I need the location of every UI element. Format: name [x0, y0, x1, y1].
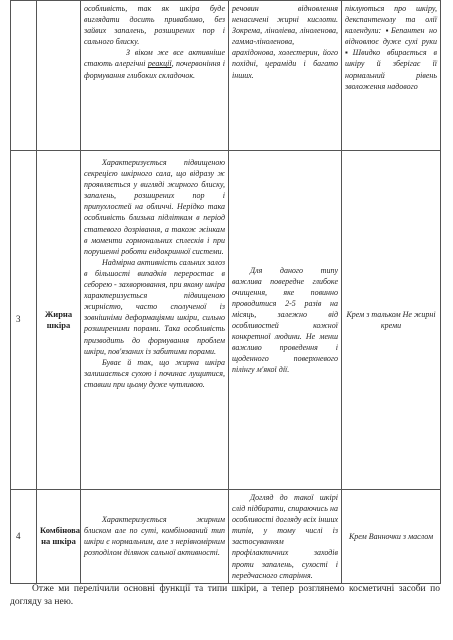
closing-paragraph: Отже ми перелічили основні функції та типи шкіри, а тепер розглянемо косметичні засоби по догляду за нею. — [10, 584, 440, 607]
row-number: 4 — [11, 490, 37, 584]
description-cell — [81, 490, 229, 584]
cosmetics-cell: Крем Ванночки з маслом — [342, 490, 441, 584]
row-number — [11, 1, 37, 151]
care-text: Для даного типу важлива повередне глибоке очищення, яке повинно проводитися 2-5 разів на місяць, залежно від особливостей кожної конкретної людини. Не менш важливо проведення і щоденного поверхневого пілінгу м'якої дії. — [232, 265, 338, 375]
description-paragraph: Буває й так, що жирна шкіра залишається сухою і починає лущитися, ставши при цьому дуже чутливою. — [84, 357, 225, 389]
description-paragraph: Характеризується жирним блиском але по суті, комбінований тип шкіри є нормальним, але з нерівномірним розподілом ділянок сальної активності. — [84, 515, 225, 558]
skin-type-cell: Жирна шкіра — [37, 151, 81, 490]
skin-type-cell: Комбінова на шкіра — [37, 490, 81, 584]
description-cell — [81, 1, 229, 151]
table-row — [11, 1, 441, 151]
care-text: Догляд до такої шкірі слід підбирати, спираючись на особливості догляду всіх інших типів, у тому числі із застосуванням профілактичних заходів проти запалень, сухості і передчасного старіння. — [232, 493, 338, 580]
table-row — [11, 490, 441, 584]
care-cell — [229, 490, 342, 584]
description-paragraph: Характеризується підвищеною секрецією шкірного сала, що відразу ж проявляється у вигляді жирного блиску, запалень, розширених пор і припухлостей на обличчі. Нерідко така особливість близька підліткам в період статевого дозрівання, а також жінкам в моменти гормональних сплесків і при порушенні роботи ендокринної системи. — [84, 158, 225, 256]
table-row — [11, 151, 441, 490]
skin-type-cell — [37, 1, 81, 151]
description-cell — [81, 151, 229, 490]
description-paragraph: Надмірна активність сальних залоз в більшості випадків переростає в себорею - захворювання, при якому шкіра характеризується підвищеною жирністю, часто сполученої із зовнішніми деформаціями шкіри, сильно розширеними порами. Така особливість призводить до формування проблем шкіри, пов'язаних із забитими порами. — [84, 257, 225, 356]
description-paragraph: особливість, так як шкіра буде виглядати досить привабливо, без зайвих запалень, розширених пор і сального блиску. — [84, 4, 225, 47]
cosmetics-cell: піклуються про шкіру, декспантенолу та олії календули: ▪Бепантен но відновлює дуже сухі руки ▪Швидко вбирається в шкіру й зберігає її нормальний рівень зволоження надового — [342, 1, 441, 151]
description-paragraph: З віком же все активніше стають алергічні реакції, почервоніння і формування глибоких складочок. — [84, 48, 225, 80]
skin-types-table — [10, 0, 441, 584]
underlined-word: реакції — [147, 59, 172, 69]
cosmetics-cell: Крем з тальком Не жирні креми — [342, 151, 441, 490]
care-cell: речовин відновлення ненасичені жирні кислоти. Зокрема, ліноліева, ліноленова, гамма-ліноленова, арахідонова, холестерин, його похідні, цераміди і багато інших. — [229, 1, 342, 151]
row-number: 3 — [11, 151, 37, 490]
care-cell — [229, 151, 342, 490]
